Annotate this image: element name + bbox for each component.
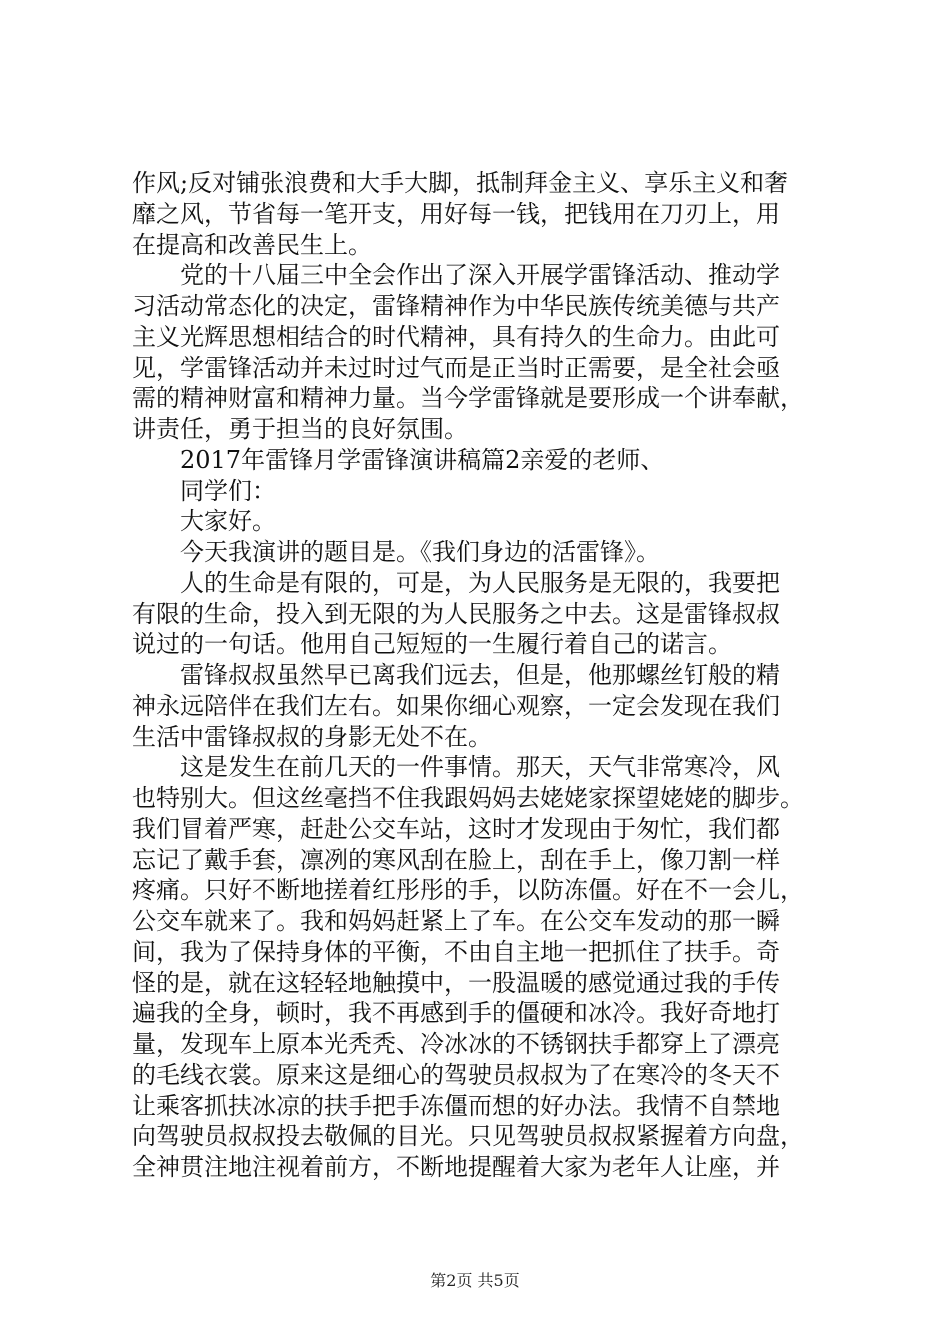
text-line: 生活中雷锋叔叔的身影无处不在。 (132, 722, 492, 751)
text-line: 怪的是，就在这轻轻地触摸中，一股温暖的感觉通过我的手传 (132, 968, 780, 997)
text-line: 讲责任，勇于担当的良好氛围。 (132, 415, 468, 443)
text-line: 习活动常态化的决定，雷锋精神作为中华民族传统美德与共产 (132, 292, 780, 320)
text-line: 同学们： (180, 476, 276, 505)
body-text (132, 168, 832, 1183)
text-line: 让乘客抓扶冰凉的扶手把手冻僵而想的好办法。我情不自禁地 (132, 1091, 780, 1120)
text-line: 在提高和改善民生上。 (132, 230, 372, 259)
text-line: 靡之风，节省每一笔开支，用好每一钱，把钱用在刀刃上，用 (132, 199, 780, 228)
text-line: 的毛线衣裳。原来这是细心的驾驶员叔叔为了在寒冷的冬天不 (132, 1060, 780, 1089)
text-line: 见，学雷锋活动并未过时过气而是正当时正需要，是全社会亟 (132, 353, 780, 382)
text-line: 今天我演讲的题目是。《我们身边的活雷锋》。 (180, 538, 660, 566)
text-line: 党的十八届三中全会作出了深入开展学雷锋活动、推动学 (180, 261, 780, 290)
text-line: 人的生命是有限的，可是，为人民服务是无限的，我要把 (180, 568, 780, 597)
text-line: 忘记了戴手套，凛冽的寒风刮在脸上，刮在手上，像刀割一样 (132, 845, 780, 874)
text-line: 这是发生在前几天的一件事情。那天，天气非常寒冷，风 (180, 753, 780, 782)
page-footer: 第2页 共5页 (430, 1271, 520, 1290)
text-line: 说过的一句话。他用自己短短的一生履行着自己的诺言。 (132, 630, 732, 659)
text-line: 2017年雷锋月学雷锋演讲稿篇2亲爱的老师、 (180, 445, 665, 474)
text-line: 疼痛。只好不断地搓着红彤彤的手，以防冻僵。好在不一会儿， (132, 876, 804, 905)
text-line: 有限的生命，投入到无限的为人民服务之中去。这是雷锋叔叔 (132, 599, 780, 628)
text-line: 向驾驶员叔叔投去敬佩的目光。只见驾驶员叔叔紧握着方向盘， (132, 1122, 804, 1151)
text-line: 也特别大。但这丝毫挡不住我跟妈妈去姥姥家探望姥姥的脚步。 (132, 784, 804, 812)
text-line: 大家好。 (180, 507, 276, 536)
text-line: 作风;反对铺张浪费和大手大脚，抵制拜金主义、享乐主义和奢 (132, 169, 789, 197)
text-line: 公交车就来了。我和妈妈赶紧上了车。在公交车发动的那一瞬 (132, 907, 780, 935)
text-line: 全神贯注地注视着前方，不断地提醒着大家为老年人让座，并 (132, 1153, 780, 1181)
text-line: 间，我为了保持身体的平衡，不由自主地一把抓住了扶手。奇 (132, 937, 780, 966)
text-line: 我们冒着严寒，赶赴公交车站，这时才发现由于匆忙，我们都 (132, 814, 780, 843)
text-line: 需的精神财富和精神力量。当今学雷锋就是要形成一个讲奉献， (132, 384, 804, 413)
text-line: 量，发现车上原本光秃秃、冷冰冰的不锈钢扶手都穿上了漂亮 (132, 1030, 780, 1058)
text-line: 雷锋叔叔虽然早已离我们远去，但是，他那螺丝钉般的精 (180, 661, 780, 689)
text-line: 神永远陪伴在我们左右。如果你细心观察，一定会发现在我们 (132, 691, 780, 720)
text-line: 主义光辉思想相结合的时代精神，具有持久的生命力。由此可 (132, 322, 780, 351)
text-line: 遍我的全身，顿时，我不再感到手的僵硬和冰冷。我好奇地打 (132, 999, 780, 1028)
